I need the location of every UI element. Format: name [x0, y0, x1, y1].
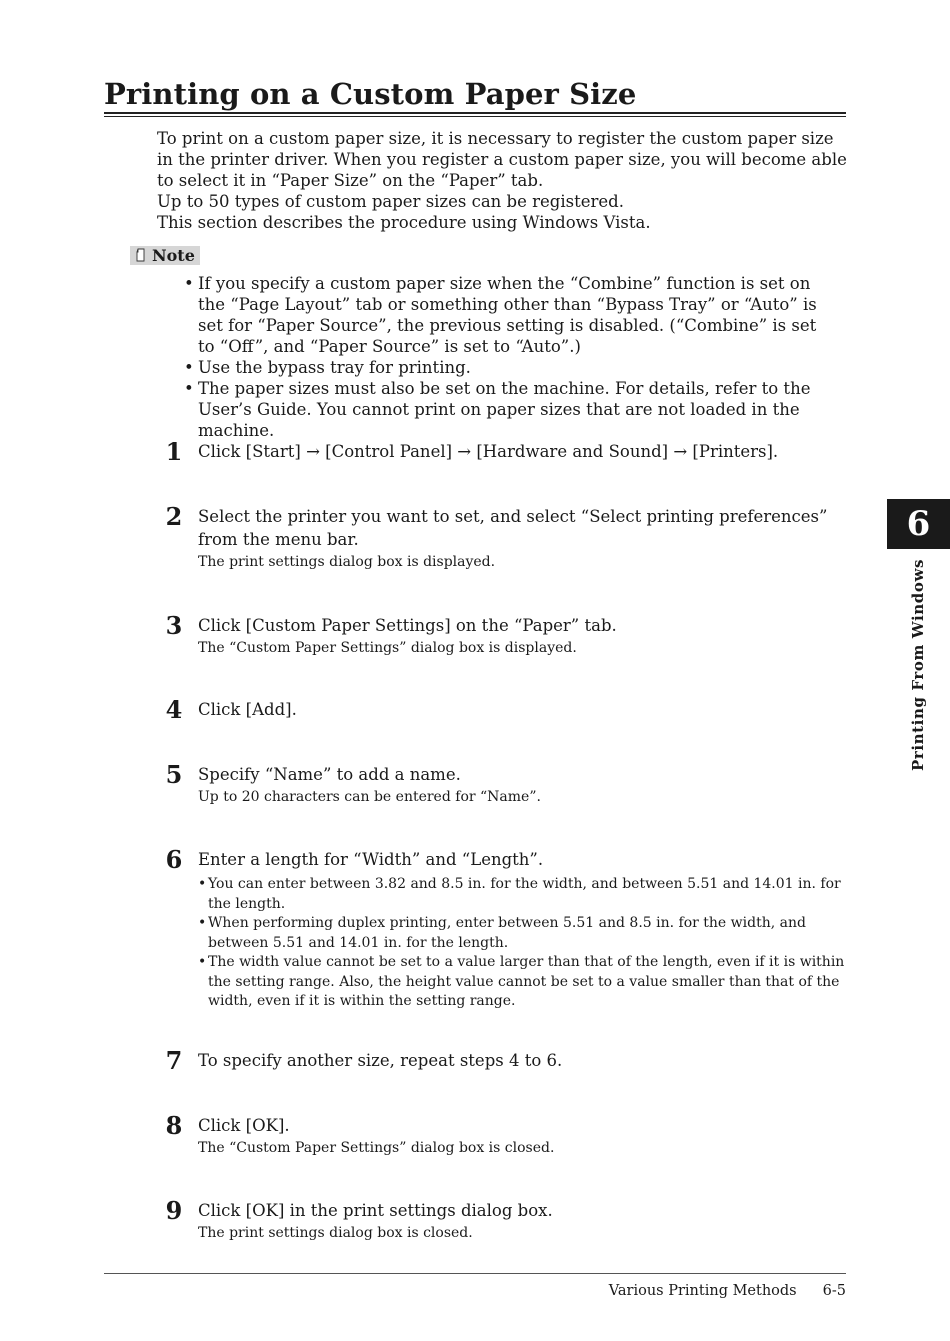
intro-paragraph: This section describes the procedure using Windows Vista.: [157, 213, 651, 232]
note-list: [184, 273, 834, 441]
title-divider: [104, 112, 846, 117]
step-result: The “Custom Paper Settings” dialog box is displayed.: [198, 640, 577, 656]
footer-section: Various Printing Methods: [608, 1283, 797, 1299]
step-bullets: [198, 875, 848, 1012]
intro-text: [157, 128, 847, 233]
note-item: • The paper sizes must also be set on the machine. For details, refer to the User’s Guide. You cannot print on paper sizes that are not loaded in the machine.: [184, 378, 834, 441]
footer: [609, 1281, 846, 1301]
note-item: • If you specify a custom paper size when the “Combine” function is set on the “Page Layout” tab or something other than “Bypass Tray” or “Auto” is set for “Paper Source”, the previous setting is disabled. (“Combine” is set to “Off”, and “Paper Source” is set to “Auto”.): [184, 273, 834, 357]
page-title: Printing on a Custom Paper Size: [104, 77, 637, 111]
step-instruction: Click [Add].: [198, 700, 297, 719]
step-bullet: • When performing duplex printing, enter between 5.51 and 8.5 in. for the width, and between 5.51 and 14.01 in. for the length.: [198, 914, 848, 953]
step-result: The print settings dialog box is displayed.: [198, 554, 496, 570]
step-bullet: • You can enter between 3.82 and 8.5 in. for the width, and between 5.51 and 14.01 in. for the length.: [198, 875, 848, 914]
step-9: [160, 1196, 850, 1243]
step-result: The print settings dialog box is closed.: [198, 1225, 473, 1241]
footer-divider: [104, 1273, 846, 1274]
intro-paragraph: To print on a custom paper size, it is necessary to register the custom paper size in the printer driver. When you register a custom paper size, you will become able to select it in “Paper Size” on the “Paper” tab.: [157, 129, 847, 190]
step-5: [160, 760, 850, 807]
step-instruction: Enter a length for “Width” and “Length”.: [198, 850, 544, 869]
note-item: • Use the bypass tray for printing.: [184, 357, 834, 378]
note-tag: [130, 246, 200, 265]
step-1: [160, 437, 850, 466]
step-result: The “Custom Paper Settings” dialog box is closed.: [198, 1140, 555, 1156]
note-pencil-icon: [135, 248, 146, 262]
step-8: [160, 1111, 850, 1158]
step-number: 5: [165, 760, 183, 789]
step-number: 7: [165, 1046, 183, 1075]
step-7: [160, 1046, 850, 1075]
step-instruction: Click [OK].: [198, 1116, 290, 1135]
step-result: Up to 20 characters can be entered for “Name”.: [198, 789, 541, 805]
chapter-tab: 6: [887, 499, 950, 549]
step-number: 6: [165, 845, 183, 874]
step-bullet: • The width value cannot be set to a value larger than that of the length, even if it is within the setting range. Also, the height value cannot be set to a value smaller than that of the width, even if it is within the setting range.: [198, 953, 848, 1012]
step-instruction: Click [Start] → [Control Panel] → [Hardware and Sound] → [Printers].: [198, 442, 779, 461]
step-4: [160, 695, 850, 724]
step-number: 3: [165, 611, 183, 640]
page-number: 6-5: [822, 1283, 846, 1299]
step-3: [160, 611, 850, 658]
step-instruction: Click [OK] in the print settings dialog box.: [198, 1201, 553, 1220]
step-instruction: Specify “Name” to add a name.: [198, 765, 461, 784]
step-instruction: To specify another size, repeat steps 4 to 6.: [198, 1051, 563, 1070]
note-label: Note: [152, 246, 195, 265]
step-2: [160, 502, 850, 572]
intro-paragraph: Up to 50 types of custom paper sizes can be registered.: [157, 192, 624, 211]
step-number: 8: [165, 1111, 183, 1140]
step-instruction: Select the printer you want to set, and select “Select printing preferences” from the menu bar.: [198, 507, 828, 549]
chapter-label: Printing From Windows: [909, 558, 927, 772]
step-number: 1: [165, 437, 183, 466]
step-number: 2: [165, 502, 183, 531]
step-6: [160, 845, 850, 1012]
step-number: 9: [165, 1196, 183, 1225]
step-instruction: Click [Custom Paper Settings] on the “Paper” tab.: [198, 616, 617, 635]
step-number: 4: [165, 695, 183, 724]
